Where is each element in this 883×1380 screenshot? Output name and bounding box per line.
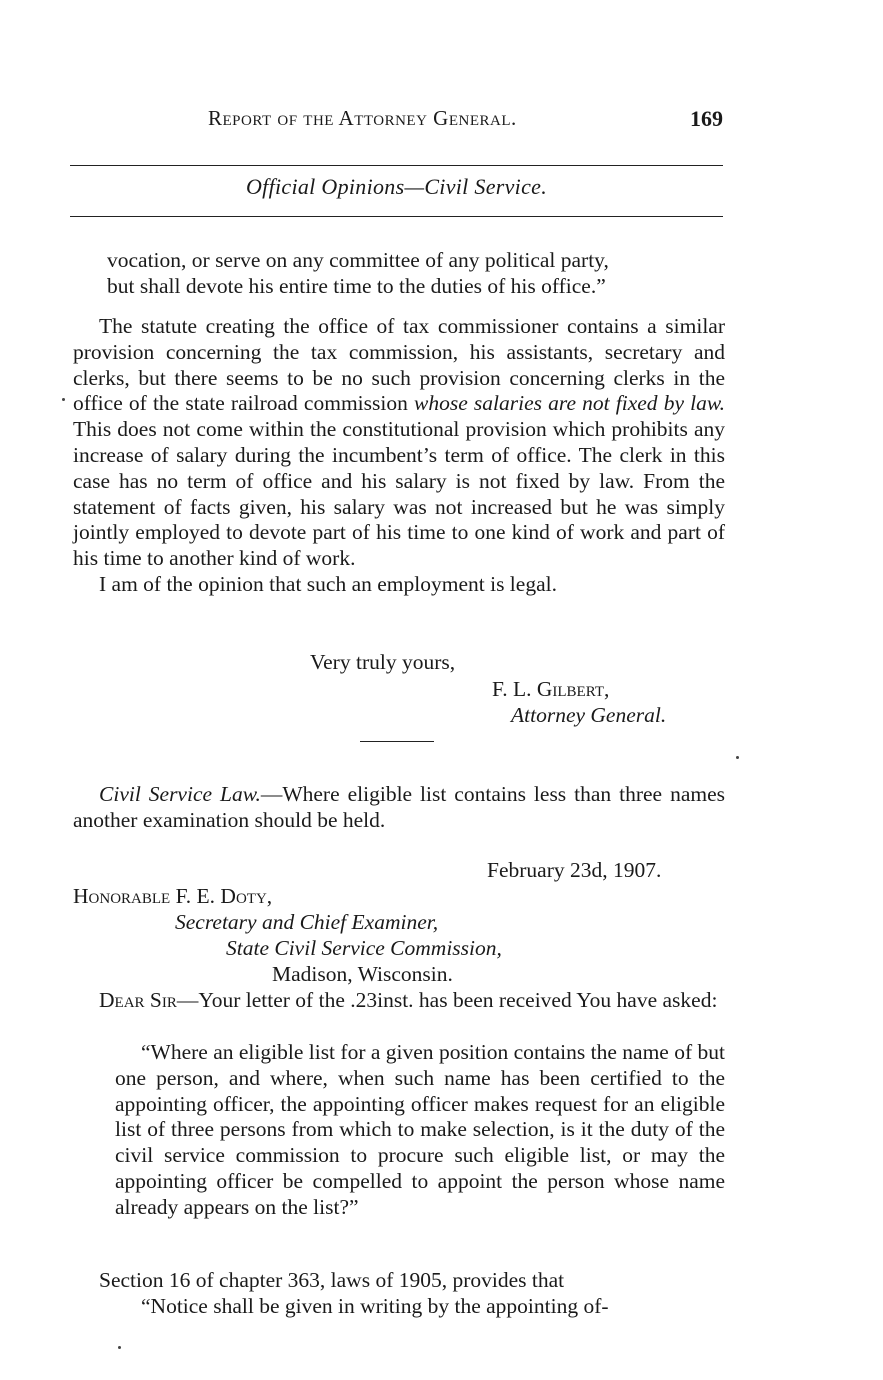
header-title: Report of the Attorney General. [208,106,517,130]
addressee-name: Honorable F. E. Doty, [73,884,273,908]
page-number: 169 [690,106,723,131]
headnote-italic: Civil Service Law. [99,782,261,806]
opinion-paragraph [73,314,725,572]
paragraph-text-a: The statute creating the office of tax commissioner contains a similar provision concerning the tax commission, his assistants, secretary and clerks, but there seems to be no such provision concerning clerks in the office of the state railroad commission [73,314,725,416]
signer-title: Attorney General. [511,703,667,727]
headnote [73,782,725,834]
header-rule-top [70,165,723,166]
running-header [70,106,723,136]
opinion-divider [360,741,434,742]
salutation-paragraph [73,988,725,1014]
paper-speck [736,756,739,759]
header-rule-bottom [70,216,723,217]
quote-line-2: but shall devote his entire time to the duties of his office.” [107,273,606,298]
quote-line-1: vocation, or serve on any committee of any political party, [107,248,609,272]
question-text: “Where an eligible list for a given position contains the name of but one person, and where, when such name has been certified to the appointing officer, the appointing officer makes request for an eligible list of three persons from which to make selection, is it the duty of the civil service commission to procure such eligible list, or may the appointing officer be compelled to appoint the person whose name already appears on the list?” [115,1040,725,1219]
opinion-conclusion: I am of the opinion that such an employment is legal. [99,571,557,596]
statute-reference [73,1268,725,1320]
question-quote [73,1040,725,1221]
notice-quote-start: “Notice shall be given in writing by the appointing of- [141,1293,609,1318]
letter-date: February 23d, 1907. [487,858,662,882]
signer-name: F. L. Gilbert, [492,677,610,701]
addressee-city: Madison, Wisconsin. [272,962,453,986]
paragraph-italic: whose salaries are not fixed by law. [414,391,725,416]
closing: Very truly yours, [310,650,456,674]
headnote-text: —Where eligible list contains less than three names another examination should be held. [73,782,725,832]
headnote-paragraph [73,782,725,834]
paragraph-text-b: This does not come within the constitutional provision which prohibits any increase of salary during the incumbent’s term of office. The clerk in this case has no term of office and his salary is not fixed by law. From the statement of facts given, his salary was not increased but he was simply jointly employed to devote part of his time to one kind of work and part of his time to another kind of work. [73,417,725,571]
salutation-text: —Your letter of the .23inst. has been received You have asked: [176,988,718,1012]
addressee-title: Secretary and Chief Examiner, [175,910,439,934]
section-title: Official Opinions—Civil Service. [245,174,548,199]
section-reference: Section 16 of chapter 363, laws of 1905, provides that [99,1268,565,1292]
paper-speck [118,1346,121,1349]
paper-speck [62,398,65,401]
addressee-org: State Civil Service Commission, [226,936,502,960]
letter-body [73,988,725,1014]
quote-continuation [73,248,725,300]
opinion-body [73,314,725,598]
salutation: Dear Sir [99,988,177,1012]
